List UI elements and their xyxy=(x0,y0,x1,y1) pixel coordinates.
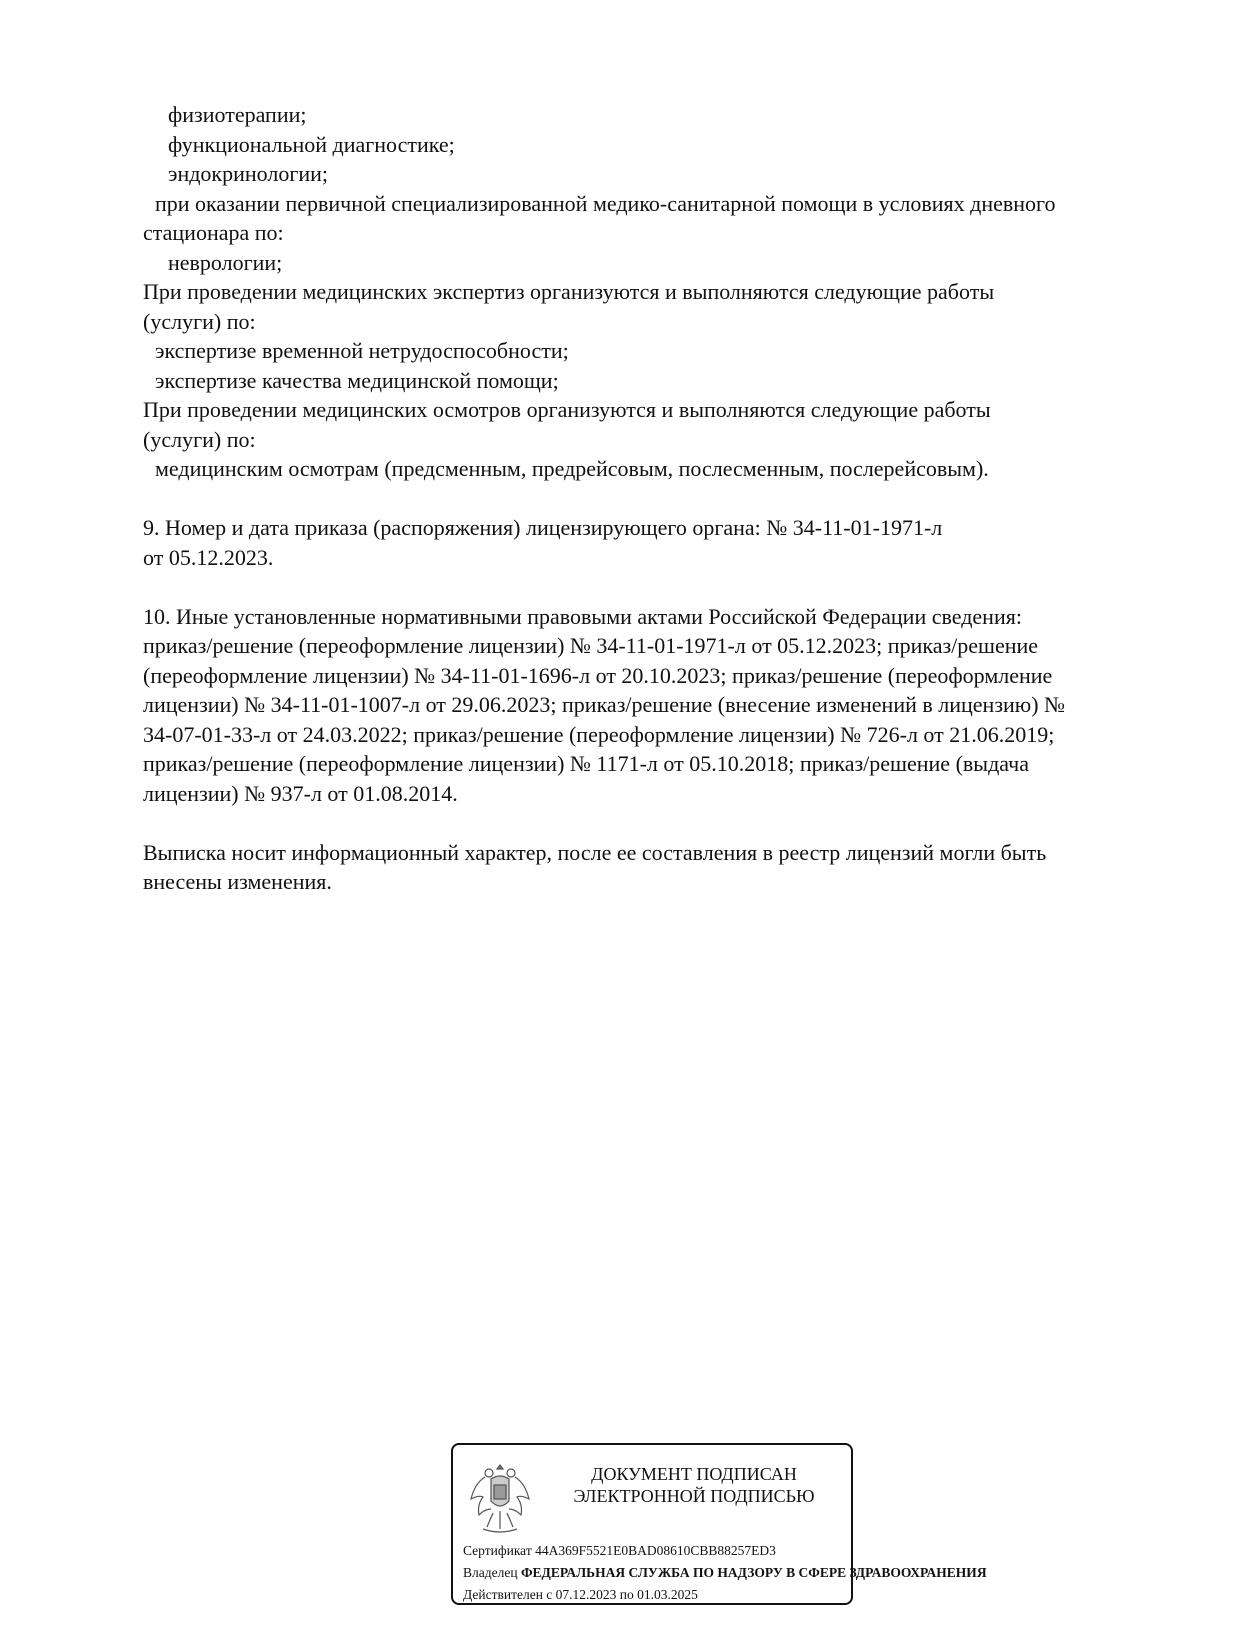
text-line: 10. Иные установленные нормативными правовыми актами Российской Федерации сведения: xyxy=(143,603,1022,629)
text-line: 9. Номер и дата приказа (распоряжения) лицензирующего органа: № 34-11-01-1971-л xyxy=(143,515,943,540)
text-line: внесены изменения. xyxy=(143,869,332,894)
text-line: Выписка носит информационный характер, после ее составления в реестр лицензий могли быть xyxy=(143,839,1047,865)
text-line: экспертизе временной нетрудоспособности; xyxy=(155,338,569,363)
text-line: эндокринологии; xyxy=(168,161,329,186)
certificate-value: 44A369F5521E0BAD08610CBB88257ED3 xyxy=(535,1543,776,1558)
text-line: экспертизе качества медицинской помощи; xyxy=(155,367,559,393)
text-line: функциональной диагностике; xyxy=(168,131,455,157)
stamp-title-line2: ЭЛЕКТРОННОЙ ПОДПИСЬЮ xyxy=(573,1486,815,1506)
paragraph-gap xyxy=(143,808,1183,838)
paragraph-gap xyxy=(143,484,1183,514)
text-line: При проведении медицинских осмотров организуются и выполняются следующие работы xyxy=(143,397,991,422)
owner-value: ФЕДЕРАЛЬНАЯ СЛУЖБА ПО НАДЗОРУ В СФЕРЕ ЗДРАВООХРАНЕНИЯ xyxy=(520,1565,987,1580)
text-line: медицинским осмотрам (предсменным, предрейсовым, послесменным, послерейсовым). xyxy=(155,456,989,481)
certificate-label: Сертификат xyxy=(463,1543,532,1558)
text-line: 34-07-01-33-л от 24.03.2022; приказ/решение (переоформление лицензии) № 726-л от 21.06.2019; xyxy=(143,721,1055,747)
stamp-title xyxy=(549,1463,839,1507)
validity-line: Действителен с 07.12.2023 по 01.03.2025 xyxy=(463,1587,698,1602)
electronic-signature-stamp xyxy=(451,1443,987,1605)
text-line: приказ/решение (переоформление лицензии) № 34-11-01-1971-л от 05.12.2023; приказ/решение xyxy=(143,633,1039,658)
text-line: (переоформление лицензии) № 34-11-01-1696-л от 20.10.2023; приказ/решение (переоформление xyxy=(143,662,1053,688)
text-line: (услуги) по: xyxy=(143,308,256,334)
text-line: физиотерапии; xyxy=(168,102,307,127)
text-line: приказ/решение (переоформление лицензии) № 1171-л от 05.10.2018; приказ/решение (выдача xyxy=(143,751,1029,776)
text-line: лицензии) № 937-л от 01.08.2014. xyxy=(143,780,458,806)
text-line: При проведении медицинских экспертиз организуются и выполняются следующие работы xyxy=(143,279,995,304)
text-line: при оказании первичной специализированной медико-санитарной помощи в условиях дневного xyxy=(155,190,1056,216)
coat-of-arms-icon xyxy=(467,1459,533,1537)
text-line: (услуги) по: xyxy=(143,426,256,452)
owner-line xyxy=(463,1565,987,1581)
text-line: от 05.12.2023. xyxy=(143,544,274,570)
paragraph-gap xyxy=(143,572,1183,602)
certificate-line xyxy=(463,1543,776,1559)
text-line: лицензии) № 34-11-01-1007-л от 29.06.2023; приказ/решение (внесение изменений в лицензию) № xyxy=(143,692,1066,717)
document-body xyxy=(143,100,1183,897)
stamp-title-line1: ДОКУМЕНТ ПОДПИСАН xyxy=(591,1464,797,1484)
text-line: стационара по: xyxy=(143,220,284,245)
text-line: неврологии; xyxy=(168,249,283,275)
owner-label: Владелец xyxy=(463,1565,518,1580)
